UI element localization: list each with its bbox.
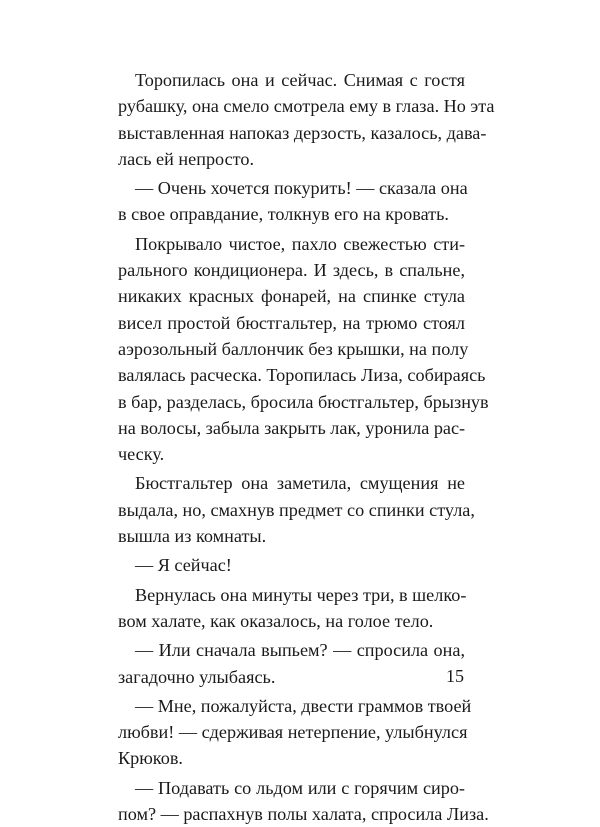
- text-line: Покрывало чистое, пахло свежестью сти-: [135, 233, 465, 254]
- text-line: вышла из комнаты.: [118, 526, 267, 547]
- text-line: висел простой бюстгальтер, на трюмо стоял: [118, 312, 465, 333]
- text-line: любви! — сдерживая нетерпение, улыбнулся: [118, 722, 468, 743]
- text-line: Вернулась она минуты через три, в шелко-: [135, 584, 467, 605]
- text-line: на волосы, забыла закрыть лак, уронила рас-: [118, 417, 466, 438]
- text-line: выдала, но, смахнув предмет со спинки стула,: [118, 499, 475, 520]
- paragraph: [118, 582, 465, 635]
- text-line: рального кондиционера. И здесь, в спальне,: [118, 260, 465, 281]
- text-line: никаких красных фонарей, на спинке стула: [118, 286, 465, 307]
- text-line: — Подавать со льдом или с горячим сиро-: [135, 777, 465, 798]
- text-line: аэрозольный баллончик без крышки, на полу: [118, 338, 469, 359]
- paragraph: [118, 470, 475, 549]
- paragraph: [118, 775, 489, 827]
- page-number: 15: [446, 666, 464, 686]
- paragraph: [118, 552, 465, 578]
- text-line: рубашку, она смело смотрела ему в глаза. Но эта: [118, 96, 495, 117]
- text-line: загадочно улыбаясь.: [118, 666, 276, 687]
- text-line: — Или сначала выпьем? — спросила она,: [135, 640, 465, 661]
- paragraph: [118, 637, 465, 690]
- text-line: валялась расческа. Торопилась Лиза, собираясь: [118, 365, 486, 386]
- text-line: Крюков.: [118, 748, 183, 769]
- text-line: в свое оправдание, толкнув его на кровать.: [118, 204, 449, 225]
- text-line: вом халате, как оказалось, на голое тело.: [118, 610, 434, 631]
- paragraph: [118, 67, 495, 172]
- paragraph: [118, 693, 472, 772]
- text-line: в бар, разделась, бросила бюстгальтер, брызнув: [118, 391, 489, 412]
- text-line: лась ей непросто.: [118, 148, 255, 169]
- body-text: [118, 67, 495, 827]
- paragraph: [118, 175, 468, 228]
- text-line: — Я сейчас!: [135, 555, 232, 576]
- text-line: выставленная напоказ дерзость, казалось, дава-: [118, 122, 487, 143]
- text-line: ческу.: [118, 444, 165, 465]
- text-line: — Очень хочется покурить! — сказала она: [135, 178, 468, 199]
- text-line: Бюстгальтер она заметила, смущения не: [135, 473, 465, 494]
- text-line: — Мне, пожалуйста, двести граммов твоей: [135, 695, 472, 716]
- text-line: пом? — распахнув полы халата, спросила Лиза.: [118, 804, 489, 825]
- paragraph: [118, 231, 489, 468]
- text-line: Торопилась она и сейчас. Снимая с гостя: [135, 70, 465, 90]
